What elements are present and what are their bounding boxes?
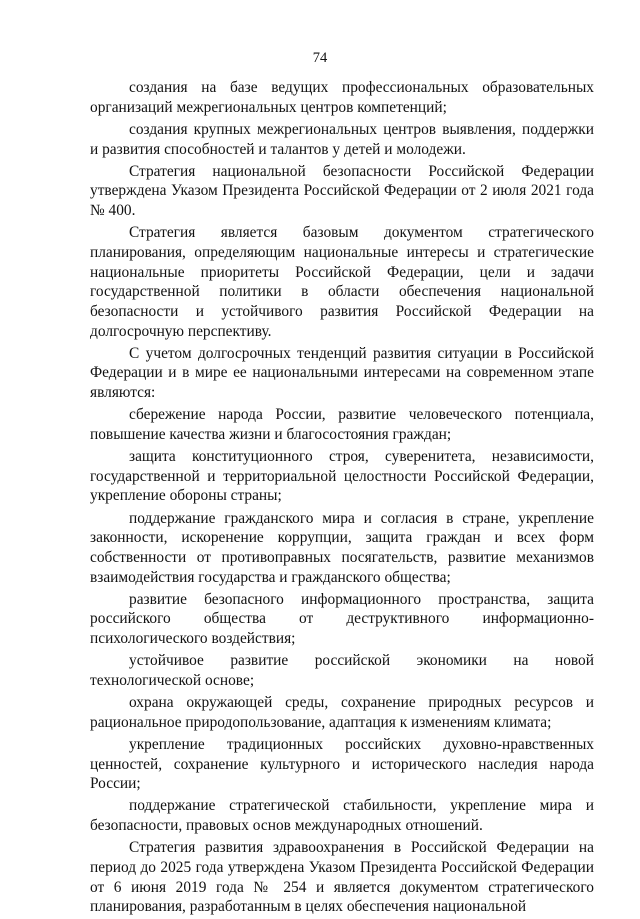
paragraph-7: защита конституционного строя, суверенитета, независимости, государственной и территориальной целостности Российской Федерации, укрепление обороны страны;	[90, 448, 594, 505]
paragraph-4: Стратегия является базовым документом стратегического планирования, определяющим национальные интересы и стратегические национальные приоритеты Российской Федерации, цели и задачи государственной политики в области обеспечения национальной безопасности и устойчивого развития Российской Федерации на долгосрочную перспективу.	[90, 224, 594, 340]
paragraph-9: развитие безопасного информационного пространства, защита российского общества от деструктивного информационно-психологического воздействия;	[90, 590, 594, 648]
paragraph-10: устойчивое развитие российской экономики на новой технологической основе;	[90, 652, 594, 689]
paragraph-2: создания крупных межрегиональных центров выявления, поддержки и развития способностей и талантов у детей и молодежи.	[90, 120, 594, 158]
paragraph-14: Стратегия развития здравоохранения в Российской Федерации на период до 2025 года утверждена Указом Президента Российской Федерации от 6 июня 2019 года № 254 и является документом стратегического планирования, разработанным в целях обеспечения национальной	[90, 839, 594, 916]
paragraph-8: поддержание гражданского мира и согласия в стране, укрепление законности, искоренение коррупции, защита граждан и всех форм собственности от противоправных посягательств, развитие механизмов взаимодействия государства и гражданского общества;	[90, 509, 594, 586]
page-number: 74	[312, 50, 328, 66]
paragraph-11: охрана окружающей среды, сохранение природных ресурсов и рациональное природопользование, адаптация к изменениям климата;	[90, 694, 594, 731]
paragraph-3: Стратегия национальной безопасности Российской Федерации утверждена Указом Президента Российской Федерации от 2 июля 2021 года № 400.	[90, 162, 594, 219]
paragraph-12: укрепление традиционных российских духовно-нравственных ценностей, сохранение культурного и исторического наследия народа России;	[90, 735, 594, 793]
document-body	[90, 78, 594, 919]
paragraph-6: сбережение народа России, развитие человеческого потенциала, повышение качества жизни и благосостояния граждан;	[90, 406, 594, 443]
paragraph-5: С учетом долгосрочных тенденций развития ситуации в Российской Федерации и в мире ее национальными интересами на современном этапе являются:	[90, 344, 594, 402]
paragraph-13: поддержание стратегической стабильности, укрепление мира и безопасности, правовых основ международных отношений.	[90, 797, 594, 834]
paragraph-1: создания на базе ведущих профессиональных образовательных организаций межрегиональных центров компетенций;	[90, 79, 594, 116]
